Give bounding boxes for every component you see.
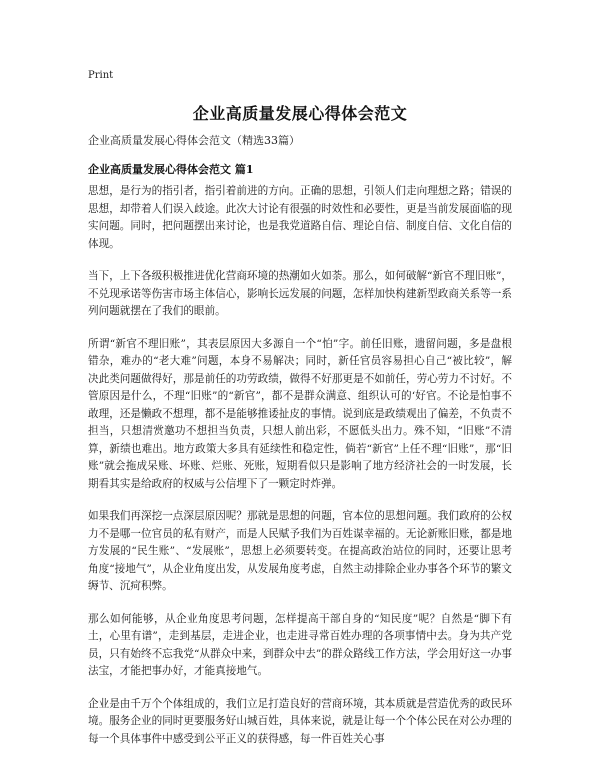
paragraph: 如果我们再深挖一点深层原因呢？那就是思想的问题，官本位的思想问题。我们政府的公权力不是哪一位官员的私有财产，而是人民赋予我们为百姓谋幸福的。无论新账旧账，都是地方发展的“民生账”、“发展账”，思想上必须要转变。在提高政治站位的同时，还要让思考角度“接地气”，从企业角度出发，从发展角度考虑，自然主动排除企业办事各个环节的繁文缛节、沉疴积弊。 [88,510,512,592]
paragraph: 所谓“新官不理旧账”，其表层原因大多源自一个“怕”字。前任旧账，遗留问题，多是盘根错杂，难办的“老大难”问题，本身不易解决；同时，新任官员容易担心自己“被比较”，解决此类问题做得好，那是前任的功劳政绩，做得不好那更是不如前任，劳心劳力不讨好。不管原因是什么，不理“旧账”的“新官”，都不是群众满意、组织认可的‘好官。不论是怕事不敢理，还是懒政不想理，都不是能够推诿扯皮的事情。说到底是政绩观出了偏差，不负责不担当，只想清赏邀功不想担当负责，只想人前出彩，不愿低头出力。殊不知，“旧账”不清算，新绩也难出。地方政策大多具有延续性和稳定性，倘若“新官”上任不理“旧账”，那“旧账”就会拖成呆账、坏账、烂账、死账，短期看似只是影响了地方经济社会的一时发展，长期看其实是给政府的权威与公信埋下了一颗定时炸弹。 [88,337,512,490]
section-heading: 企业高质量发展心得体会范文 篇1 [88,163,254,176]
page-title: 企业高质量发展心得体会范文 [192,104,408,123]
paragraph: 当下，上下各级积极推进优化营商环境的热潮如火如荼。那么，如何破解“新官不理旧账”，不兑现承诺等伤害市场主体信心，影响长远发展的问题，怎样加快构建新型政商关系等一系列问题就摆在了我们的眼前。 [88,270,512,317]
paragraph: 那么如何能够，从企业角度思考问题，怎样提高干部自身的“知民度”呢？自然是“脚下有土，心里有谱”，走到基层，走进企业，也走进寻常百姓办理的各项事情中去。身为共产党员，只有始终不忘我党“从群众中来，到群众中去”的群众路线工作方法，学会用好这一办事法宝，才能把事办好，才能真接地气。 [88,612,512,677]
paragraph: 思想，是行为的指引者，指引着前进的方向。正确的思想，引领人们走向理想之路；错误的思想，却带着人们误入歧途。此次大讨论有很强的时效性和必要性，更是当前发展面临的现实问题。同时，把问题摆出来讨论，也是我党道路自信、理论自信、制度自信、文化自信的体现。 [88,185,512,250]
article-body [88,183,512,763]
document-subtitle: 企业高质量发展心得体会范文（精选33篇） [88,134,300,147]
print-link[interactable]: Print [88,70,114,81]
paragraph: 企业是由千万个个体组成的，我们立足打造良好的营商环境，其本质就是营造优秀的政民环境。服务企业的同时更要服务好山城百姓，具体来说，就是让每一个个体公民在对公办理的每一个具体事件中感受到公平正义的获得感，每一件百姓关心事 [88,697,512,745]
